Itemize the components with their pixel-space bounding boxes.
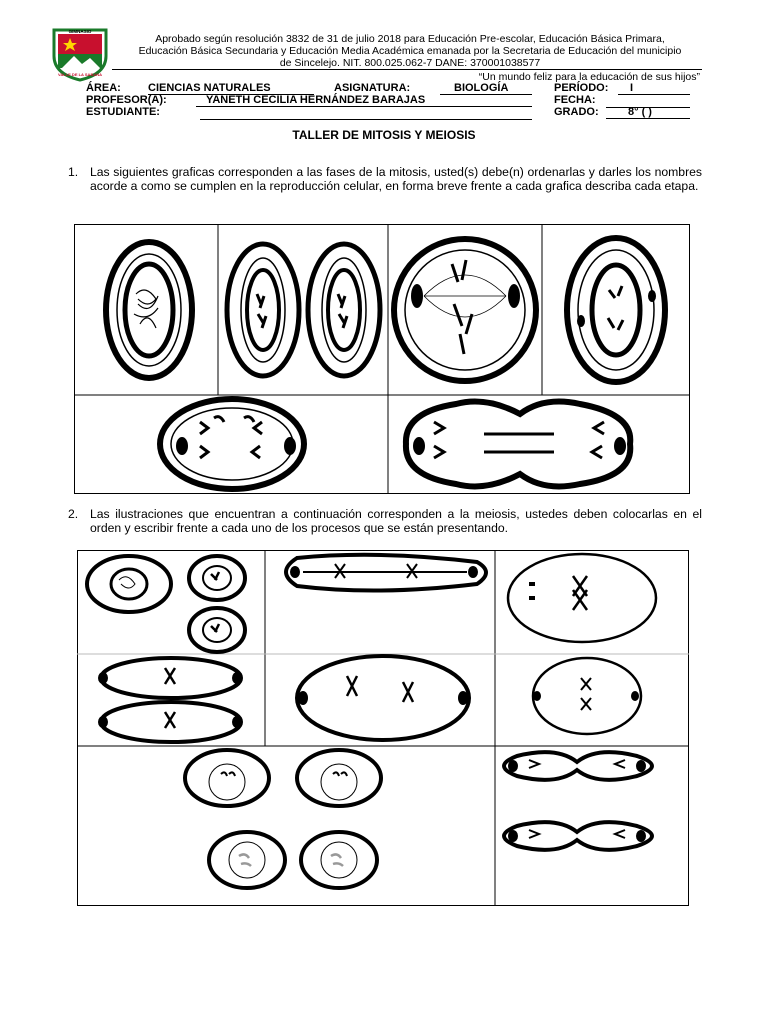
question-1-number: 1. — [68, 165, 79, 179]
area-label: ÁREA: — [86, 82, 121, 94]
area-value: CIENCIAS NATURALES — [148, 82, 314, 95]
school-logo — [50, 26, 110, 82]
asignatura-label: ASIGNATURA: — [334, 82, 411, 94]
logo-top-text: GIMNASIO — [68, 29, 92, 34]
school-motto: “Un mundo feliz para la educación de sus hijos” — [478, 71, 700, 83]
mitosis-cell-prophase-pair — [227, 244, 380, 376]
fecha-label: FECHA: — [554, 94, 596, 106]
page-title: TALLER DE MITOSIS Y MEIOSIS — [292, 128, 476, 142]
meiosis-figure-grid — [77, 550, 689, 906]
question-2-text: Las ilustraciones que encuentran a continuación corresponden a la meiosis, ustedes deben colocarlas en el orden y escribir frente a cada uno de los procesos que se están presentando. — [90, 507, 702, 535]
mitosis-cell-interphase — [106, 242, 192, 378]
header-line-3: de Sincelejo. NIT. 800.025.062-7 DANE: 370001038577 — [279, 57, 541, 69]
meiosis-cell-telophase-pair — [504, 752, 652, 850]
periodo-label: PERÍODO: — [554, 82, 609, 94]
meiosis-cell-metaphase-2 — [533, 658, 641, 734]
mitosis-figure-grid — [74, 224, 690, 494]
periodo-value: I — [618, 82, 690, 95]
estudiante-field[interactable] — [200, 106, 532, 120]
question-2-number: 2. — [68, 507, 79, 521]
logo-bottom-text: VALLE DE LA SABANA — [58, 72, 102, 77]
meiosis-cell-metaphase-1 — [508, 554, 656, 642]
meiosis-cell-anaphase — [297, 656, 469, 740]
mitosis-cell-metaphase — [394, 239, 536, 381]
header-line-1: Aprobado según resolución 3832 de 31 de julio 2018 para Educación Pre-escolar, Educación Básica Primara, — [155, 33, 665, 45]
profesor-label: PROFESOR(A): — [86, 94, 167, 106]
meiosis-cell-interphase — [87, 556, 245, 652]
meiosis-cell-metaphase-2-pair — [98, 658, 242, 742]
grado-value: 8° ( ) — [606, 106, 690, 119]
meiosis-cell-anaphase-1 — [286, 555, 486, 591]
mitosis-cell-prophase — [567, 238, 665, 382]
header-line-2: Educación Básica Secundaria y Educación Media Académica emanada por la Secretaria de Educación del municipio — [138, 45, 682, 57]
grado-label: GRADO: — [554, 106, 599, 118]
estudiante-label: ESTUDIANTE: — [86, 106, 160, 118]
mitosis-cell-telophase — [406, 402, 630, 487]
asignatura-value: BIOLOGÍA — [440, 82, 532, 95]
profesor-value: YANETH CECILIA HERNÁNDEZ BARAJAS — [196, 94, 532, 107]
mitosis-cell-anaphase — [160, 399, 304, 489]
question-1-text: Las siguientes graficas corresponden a las fases de la mitosis, usted(s) debe(n) ordenarlas y darles los nombres acorde a como se cumplen en la reproducción celular, en forma breve frente a cada grafica describa cada etapa. — [90, 165, 702, 193]
meiosis-cell-daughters — [185, 750, 381, 888]
header-divider — [112, 69, 702, 70]
